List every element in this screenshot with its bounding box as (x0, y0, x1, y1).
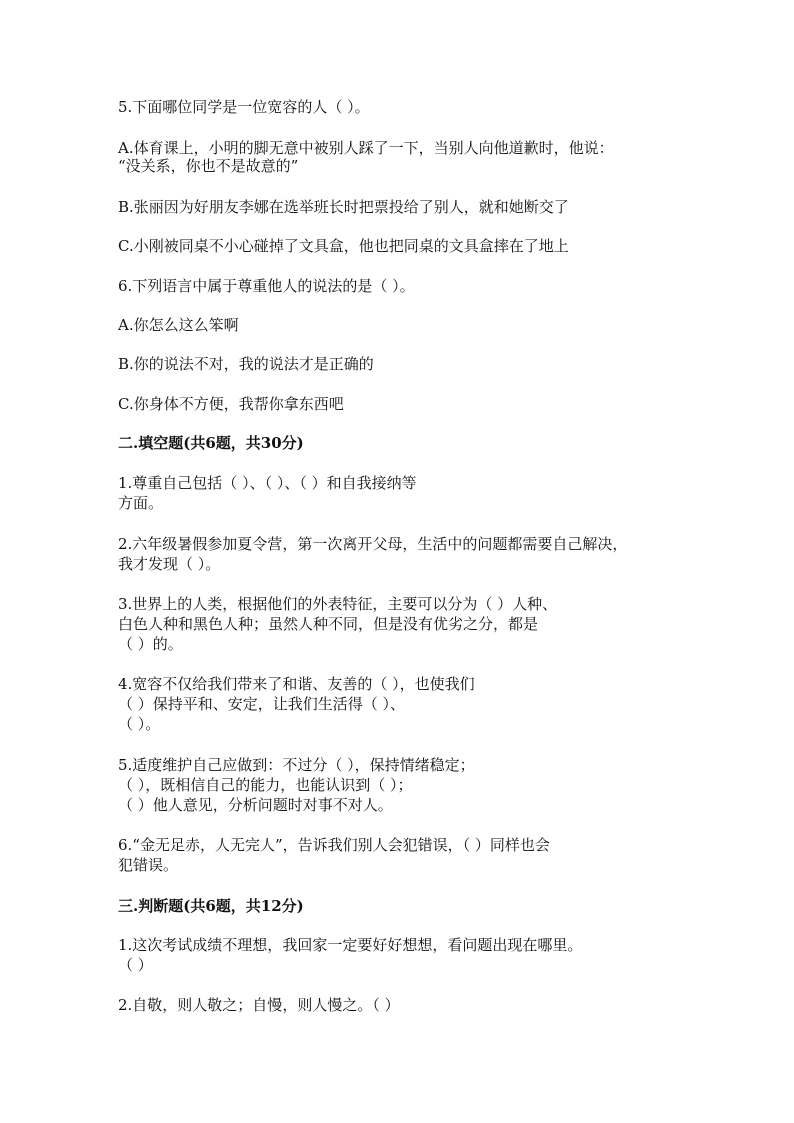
fill4-line1: 4.宽容不仅给我们带来了和谐、友善的（ ），也使我们 (118, 675, 475, 693)
q5-option-b: B.张丽因为好朋友李娜在选举班长时把票投给了别人，就和她断交了 (118, 198, 569, 216)
q6-option-c: C.你身体不方便，我帮你拿东西吧 (118, 395, 344, 413)
fill3-line2: 白色人种和黑色人种；虽然人种不同，但是没有优劣之分，都是 (118, 615, 539, 633)
judge1-line2: （ ） (118, 956, 153, 974)
fill1-line1: 1.尊重自己包括（ ）、（ ）、（ ）和自我接纳等 (118, 474, 417, 492)
fill6-line2: 犯错误。 (118, 856, 179, 874)
judge1-line1: 1.这次考试成绩不理想，我回家一定要好好想想，看问题出现在哪里。 (118, 936, 583, 954)
fill5-line2: （ ），既相信自己的能力，也能认识到（ ）； (118, 776, 413, 794)
q6-option-a: A.你怎么这么笨啊 (118, 316, 239, 334)
fill2-line2: 我才发现（ ）。 (118, 555, 221, 573)
q5-stem: 5.下面哪位同学是一位宽容的人（ ）。 (118, 98, 370, 116)
fill1-line2: 方面。 (118, 494, 164, 512)
judge2: 2.自敬，则人敬之；自慢，则人慢之。（ ） (118, 996, 400, 1014)
fill4-line3: （ ）。 (118, 715, 161, 733)
q6-stem: 6.下列语言中属于尊重他人的说法的是（ ）。 (118, 277, 415, 295)
section3-heading: 三.判断题(共6题，共12分) (118, 897, 304, 915)
q5-option-a-line2: “没关系，你也不是故意的” (118, 157, 299, 175)
fill2-line1: 2.六年级暑假参加夏令营，第一次离开父母，生活中的问题都需要自己解决， (118, 535, 628, 553)
fill3-line1: 3.世界上的人类，根据他们的外表特征，主要可以分为（ ）人种、 (118, 595, 558, 613)
fill5-line1: 5.适度维护自己应做到：不过分（ ），保持情绪稳定； (118, 756, 475, 774)
fill4-line2: （ ）保持平和、安定，让我们生活得（ ）、 (118, 695, 406, 713)
q6-option-b: B.你的说法不对，我的说法才是正确的 (118, 355, 374, 373)
section2-heading: 二.填空题(共6题，共30分) (118, 434, 304, 452)
q5-option-c: C.小刚被同桌不小心碰掉了文具盒，他也把同桌的文具盒摔在了地上 (118, 237, 569, 255)
q5-option-a-line1: A.体育课上，小明的脚无意中被别人踩了一下，当别人向他道歉时，他说： (118, 139, 614, 157)
fill3-line3: （ ）的。 (118, 635, 183, 653)
fill5-line3: （ ）他人意见，分析问题时对事不对人。 (118, 796, 393, 814)
fill6-line1: 6.“金无足赤，人无完人”，告诉我们别人会犯错误，（ ）同样也会 (118, 836, 550, 854)
